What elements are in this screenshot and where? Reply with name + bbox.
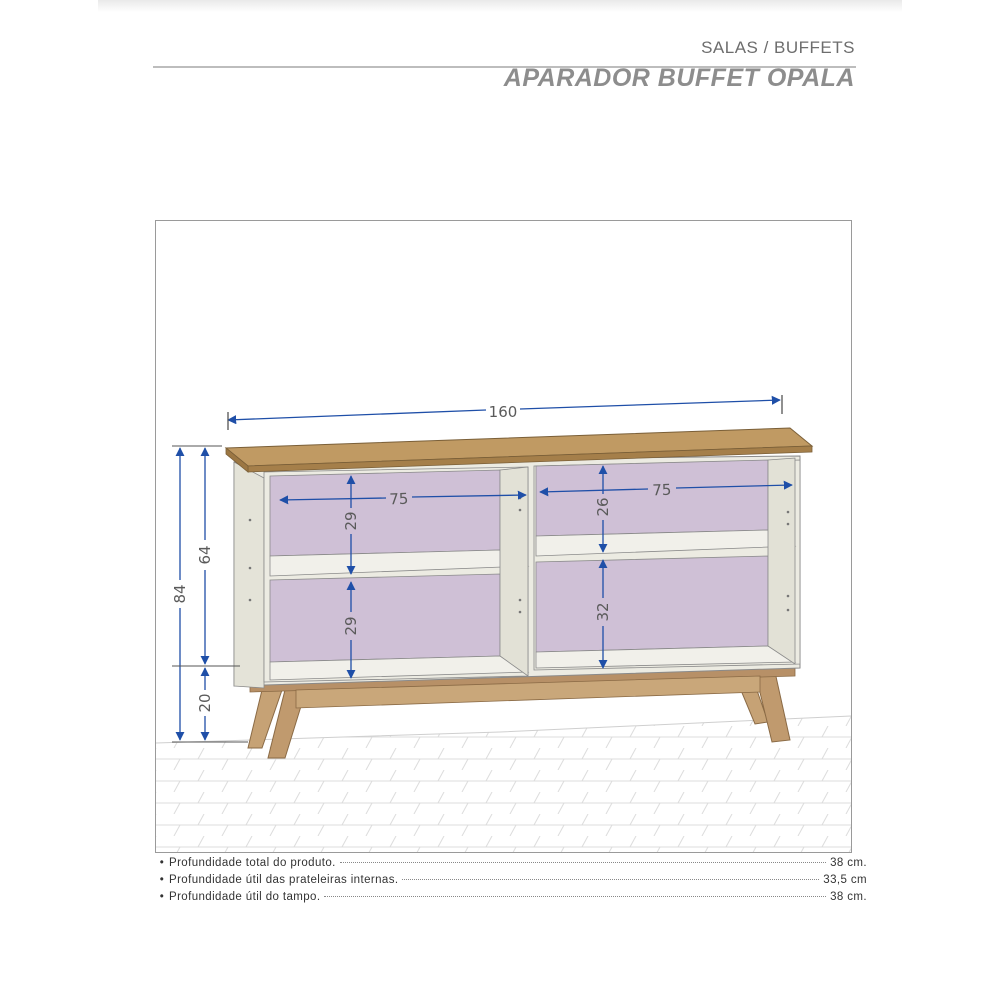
- dim-right-lower-niche: 32: [594, 602, 612, 622]
- dim-left-upper-niche: 29: [342, 511, 360, 531]
- dim-body-height: 64: [196, 545, 214, 565]
- spec-label: Profundidade útil das prateleiras internas.: [169, 874, 399, 886]
- spec-label: Profundidade útil do tampo.: [169, 891, 321, 903]
- spec-value: 38 cm.: [830, 891, 867, 903]
- dim-left-lower-niche: 29: [342, 616, 360, 636]
- spec-leader: [340, 862, 826, 863]
- specs-list: [155, 857, 867, 908]
- spec-value: 33,5 cm: [823, 874, 867, 886]
- product-title: APARADOR BUFFET OPALA: [503, 64, 855, 92]
- dim-width: 160: [488, 403, 518, 421]
- spec-leader: [324, 896, 826, 897]
- spec-leader: [402, 879, 819, 880]
- spec-bullet: •: [159, 891, 165, 903]
- dim-total-height: 84: [171, 584, 189, 604]
- dim-shelf-width-left: 75: [388, 489, 409, 509]
- dim-leg-height: 20: [196, 693, 214, 713]
- dim-right-upper-niche: 26: [594, 497, 612, 517]
- spec-row: [155, 857, 867, 874]
- spec-bullet: •: [159, 874, 165, 886]
- category-label: SALAS / BUFFETS: [701, 38, 855, 57]
- spec-row: [155, 874, 867, 891]
- spec-label: Profundidade total do produto.: [169, 857, 336, 869]
- spec-row: [155, 891, 867, 908]
- dim-shelf-width-right: 75: [651, 480, 672, 500]
- spec-bullet: •: [159, 857, 165, 869]
- niches: [249, 458, 795, 680]
- spec-value: 38 cm.: [830, 857, 867, 869]
